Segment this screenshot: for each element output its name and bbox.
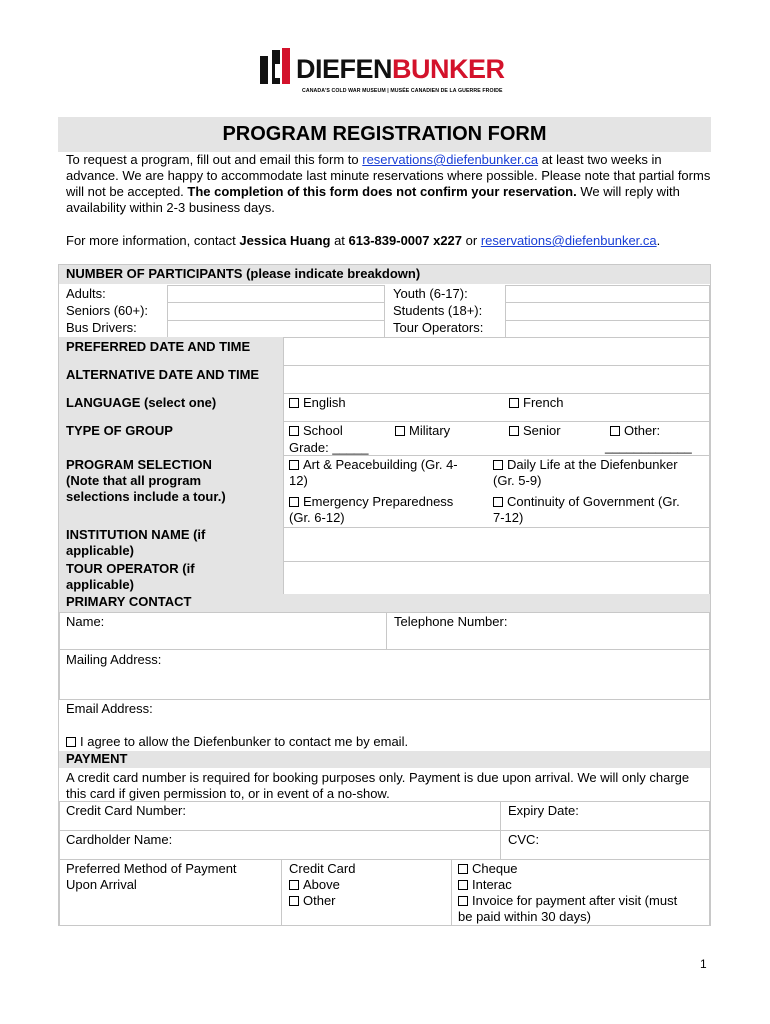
preferred-date-label: PREFERRED DATE AND TIME [59,337,283,365]
checkbox-icon [509,398,519,408]
intro-text [66,152,711,249]
bunker-logo-icon [258,46,292,86]
bus-drivers-label: Bus Drivers: [66,320,137,335]
students-label: Students (18+): [393,303,483,318]
expiry-date-label: Expiry Date: [508,803,579,818]
group-school-option[interactable]: School [289,423,343,439]
registration-form [58,264,711,926]
checkbox-icon [289,460,299,470]
contact-phone: 613-839-0007 x227 [348,233,463,248]
email-consent-checkbox[interactable]: I agree to allow the Diefenbunker to contact me by email. [66,734,408,750]
cvc-label: CVC: [508,832,540,847]
alternative-date-label: ALTERNATIVE DATE AND TIME [59,365,283,393]
program-art-option[interactable]: Art & Peacebuilding (Gr. 4- 12) [289,457,458,488]
institution-label: INSTITUTION NAME (if applicable) [59,527,283,561]
program-daily-life-option[interactable]: Daily Life at the Diefenbunker (Gr. 5-9) [493,457,678,488]
checkbox-icon [610,426,620,436]
contact-paragraph: For more information, contact Jessica Huang at 613-839-0007 x227 or reservations@diefenbunker.ca. [66,233,661,248]
contact-name-label: Name: [66,614,105,629]
youth-label: Youth (6-17): [393,286,468,301]
participants-right-inputs[interactable] [505,285,710,338]
checkbox-icon [66,737,76,747]
institution-input[interactable] [283,527,710,562]
participants-left-inputs[interactable] [167,285,385,338]
group-senior-option[interactable]: Senior [509,423,561,439]
email-link-2[interactable]: reservations@diefenbunker.ca [480,233,657,248]
page-title: PROGRAM REGISTRATION FORM [222,123,547,145]
checkbox-icon [458,864,468,874]
payment-invoice-option[interactable]: Invoice for payment after visit (must be paid within 30 days) [458,893,678,924]
group-military-option[interactable]: Military [395,423,450,439]
intro-paragraph: To request a program, fill out and email this form to reservations@diefenbunker.ca at least two weeks in advance. We are happy to accommodate last minute reservations where possible. Please note that partial forms will not be accepted. The completion of this form does not confirm your reservation. We will reply with availability within 2-3 business days. [66,152,711,215]
primary-contact-header: PRIMARY CONTACT [59,594,710,612]
participants-header: NUMBER OF PARTICIPANTS (please indicate breakdown) [59,265,710,284]
checkbox-icon [493,460,503,470]
diefenbunker-logo [258,44,512,102]
checkbox-icon [289,398,299,408]
payment-other-option[interactable]: Other [289,893,336,909]
group-other-field[interactable]: ____________ [605,439,692,454]
payment-method-label: Preferred Method of Payment Upon Arrival [66,861,237,892]
language-label: LANGUAGE (select one) [59,393,283,421]
program-selection-label: PROGRAM SELECTION (Note that all program selections include a tour.) [59,455,283,527]
tour-operators-label: Tour Operators: [393,320,484,335]
credit-card-above-option[interactable]: Credit Card Above [289,861,356,892]
group-other-option[interactable]: Other: [610,423,660,439]
program-continuity-option[interactable]: Continuity of Government (Gr. 7-12) [493,494,680,525]
telephone-label: Telephone Number: [394,614,508,629]
checkbox-icon [493,497,503,507]
group-type-label: TYPE OF GROUP [59,421,283,455]
payment-note: A credit card number is required for booking purposes only. Payment is due upon arrival. We will only charge this card if given permission to, or in event of a no-show. [66,770,690,801]
preferred-date-input[interactable] [283,337,710,366]
language-english-option[interactable]: English [289,395,346,411]
payment-cheque-option[interactable]: Cheque [458,861,518,877]
checkbox-icon [395,426,405,436]
tour-operator-input[interactable] [283,561,710,596]
payment-interac-option[interactable]: Interac [458,877,512,893]
email-address-label: Email Address: [66,701,153,716]
checkbox-icon [289,497,299,507]
credit-card-number-label: Credit Card Number: [66,803,186,818]
payment-header: PAYMENT [59,751,710,768]
logo-wordmark: DIEFENBUNKER [296,54,505,84]
page-number: 1 [700,957,707,971]
cardholder-name-label: Cardholder Name: [66,832,173,847]
tour-operator-label: TOUR OPERATOR (if applicable) [59,561,283,595]
checkbox-icon [509,426,519,436]
checkbox-icon [458,880,468,890]
adults-label: Adults: [66,286,106,301]
checkbox-icon [458,896,468,906]
checkbox-icon [289,426,299,436]
checkbox-icon [289,896,299,906]
contact-name: Jessica Huang [239,233,331,248]
logo-tagline: CANADA'S COLD WAR MUSEUM | MUSÉE CANADIEN DE LA GUERRE FROIDE [302,88,503,94]
form-title-bar [58,117,711,152]
alternative-date-input[interactable] [283,365,710,394]
language-french-option[interactable]: French [509,395,563,411]
email-link[interactable]: reservations@diefenbunker.ca [362,152,539,167]
program-emergency-option[interactable]: Emergency Preparedness (Gr. 6-12) [289,494,454,525]
seniors-label: Seniors (60+): [66,303,149,318]
contact-name-field[interactable] [59,612,387,650]
grade-field[interactable]: Grade: _____ [289,440,369,455]
mailing-address-label: Mailing Address: [66,652,162,667]
checkbox-icon [289,880,299,890]
